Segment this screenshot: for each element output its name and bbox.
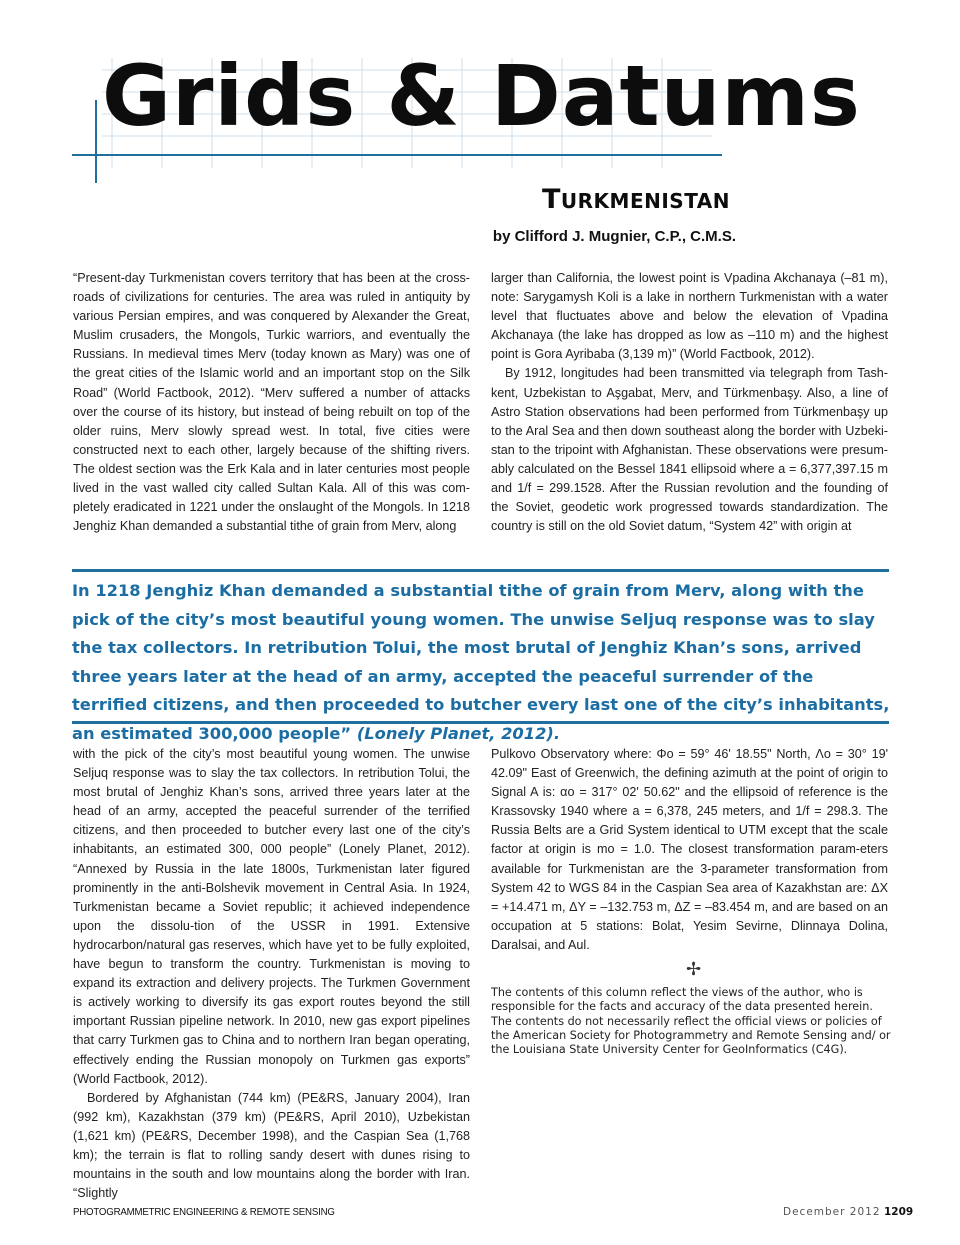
page-title: Grids & Datums: [102, 47, 861, 145]
column-right-bottom: [491, 745, 888, 955]
article-subtitle: [542, 184, 730, 215]
subtitle-rest: URKMENISTAN: [560, 189, 730, 213]
page-number: 1209: [884, 1206, 914, 1218]
column-left-top: [73, 269, 470, 536]
column-right-top: [491, 269, 888, 536]
subtitle-initial: T: [541, 184, 561, 215]
footer-journal-name: PHOTOGRAMMETRIC ENGINEERING & REMOTE SENSING: [73, 1206, 335, 1218]
pull-quote-text: In 1218 Jenghiz Khan demanded a substantial tithe of grain from Merv, along with the pick of the city’s most beautiful young women. The unwise Seljuq response was to slay the tax collectors. In retribution Tolui, the most brutal of Jenghiz Khan’s sons, arrived three years later at the head of an army, accepted the peaceful surrender of the terrified citizens, and then proceeded to butcher every last one of the city’s inhabitants, an estimated 300,000 people”: [72, 581, 890, 743]
paragraph: By 1912, longitudes had been transmitted via telegraph from Tash-kent, Uzbekistan to Aşgabat, Merv, and Türkmenbaşy. Also, a line of Astro Station observations had been performed from Türkmenbaşy up to the Aral Sea and then down southeast along the border with Uzbeki-stan to the tripoint with Afghanistan. These observations were presum-ably calculated on the Bessel 1841 ellipsoid where a = 6,377,397.15 m and 1/f = 299.1528. After the Russian revolution and the founding of the Soviet, geodetic work progressed towards standardization. The country is still on the old Soviet datum, “System 42” with origin at: [491, 366, 888, 534]
paragraph: larger than California, the lowest point is Vpadina Akchanaya (–81 m), note: Sarygamysh Koli is a lake in northern Turkmenistan with a water level that fluctuates above and below the elevation of Vpadina Akchanaya (the lake has dropped as low as –110 m) and the highest point is Gora Ayribaba (3,139 m)” (World Factbook, 2012).: [491, 271, 888, 362]
separator-star-icon: ✢: [686, 959, 702, 979]
paragraph: Bordered by Afghanistan (744 km) (PE&RS, January 2004), Iran (992 km), Kazakhstan (379 km) (PE&RS, April 2010), Uzbekistan (1,621 km) (PE&RS, December 1998), and the Caspian Sea (1,768 km); the terrain is flat to rolling sandy desert with dunes rising to mountains in the south and low mountains along the border with Iran. “Slightly: [73, 1090, 470, 1201]
byline: by Clifford J. Mugnier, C.P., C.M.S.: [492, 228, 736, 245]
paragraph: “Present-day Turkmenistan covers territory that has been at the cross-roads of civilizations for centuries. The area was ruled in antiquity by various Persian empires, and was conquered by Alexander the Great, Muslim crusaders, the Mongols, Turkic warriors, and eventually the Russians. In medieval times Merv (today known as Mary) was one of the great cities of the Islamic world and an important stop on the Silk Road” (World Factbook, 2012). “Merv suffered a number of attacks over the course of its history, but instead of being rebuilt on top of the older ruins, Merv slowly spread west. In total, five cities were constructed next to each other, largely because of the shifting rivers. The oldest section was the Erk Kala and in later centuries most people lived in the vast walled city called Sultan Kala. All of this was com-pletely eradicated in 1221 under the onslaught of the Mongols. In 1218 Jenghiz Khan demanded a substantial tithe of grain from Merv, along: [73, 271, 470, 534]
pull-quote-citation: (Lonely Planet, 2012).: [356, 723, 561, 743]
column-left-bottom: [73, 745, 470, 1203]
disclaimer: The contents of this column reflect the views of the author, who is responsible for the facts and accuracy of the data presented herein. The contents do not necessarily reflect the official views or policies of the American Society for Photogrammetry and Remote Sensing and/ or the Louisiana State University Center for GeoInformatics (C4G).: [491, 986, 891, 1057]
paragraph: Pulkovo Observatory where: Φo = 59° 46' 18.55" North, Λo = 30° 19' 42.09" East of Greenwich, the defining azimuth at the point of origin to Signal A is: αo = 317° 02' 50.62" and the ellipsoid of reference is the Krassovsky 1940 where a = 6,378, 245 meters, and 1/f = 298.3. The Russia Belts are a Grid System identical to UTM except that the scale factor at origin is mo = 1.0. The closest transformation param-eters available for Turkmenistan are the 3-parameter transformation from System 42 to WGS 84 in the Caspian Sea area of Kazakhstan are: ΔX = +14.471 m, ΔY = –132.753 m, ΔZ = –83.454 m, and are based on an occupation at 5 stations: Bolat, Yesim Sevirne, Dlinnaya Dolina, Daralsai, and Aul.: [491, 747, 888, 952]
paragraph: with the pick of the city’s most beautiful young women. The unwise Seljuq response was to slay the tax collectors. In retribution Tolui, the most brutal of Jenghiz Khan’s sons, arrived three years later at the head of an army, accepted the peaceful surrender of the terrified citizens, and then proceeded to butcher every last one of the city’s inhabitants, an estimated 300, 000 people” (Lonely Planet, 2012). “Annexed by Russia in the late 1800s, Turkmenistan later figured prominently in the anti-Bolshevik movement in Central Asia. In 1924, Turkmenistan became a Soviet republic; it achieved independence upon the dissolu-tion of the USSR in 1991. Extensive hydrocarbon/natural gas reserves, which have yet to be fully exploited, have begun to transform the country. Turkmenistan is moving to expand its extraction and delivery projects. The Turkmen Government is actively working to diversify its gas export routes beyond the still important Russian pipeline network. In 2010, new gas export pipelines that carry Turkmen gas to China and to northern Iran began operating, effectively ending the Russian monopoly on Turkmen gas exports” (World Factbook, 2012).: [73, 747, 470, 1086]
footer-date: December 2012: [783, 1206, 881, 1218]
pull-quote-rule-bottom: [72, 721, 889, 724]
pull-quote-rule-top: [72, 569, 889, 572]
